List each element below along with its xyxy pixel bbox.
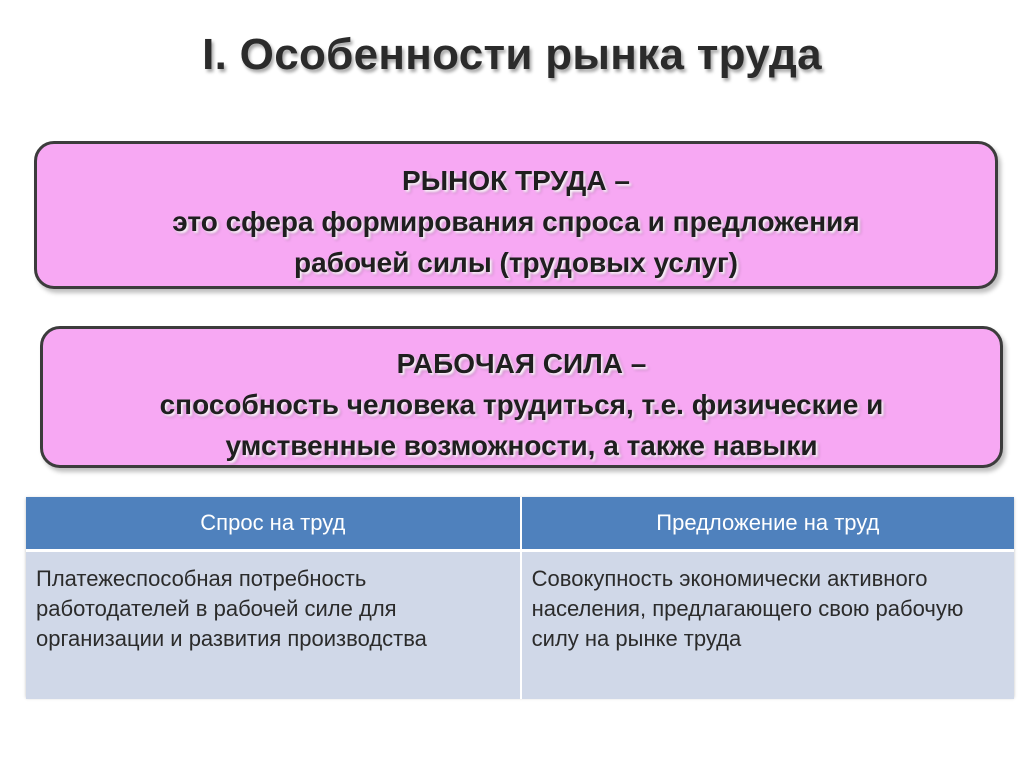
definition-heading: РАБОЧАЯ СИЛА – — [396, 348, 647, 379]
header-labor-supply: Предложение на труд — [521, 497, 1014, 551]
definition-box-labor-market — [34, 141, 998, 289]
comparison-table — [26, 497, 1014, 699]
slide-title: I. Особенности рынка труда — [202, 30, 822, 79]
cell-labor-demand: Платежеспособная потребность работодателей в рабочей силе для организации и развития производства — [26, 551, 521, 700]
definition-box-labor-force — [40, 326, 1003, 468]
table-row — [26, 551, 1014, 700]
definition-text-line: способность человека трудиться, т.е. физические и — [159, 389, 884, 420]
definition-heading: РЫНОК ТРУДА – — [402, 165, 630, 196]
cell-labor-supply: Совокупность экономически активного населения, предлагающего свою рабочую силу на рынке труда — [521, 551, 1014, 700]
definition-text-line: это сфера формирования спроса и предложения — [172, 206, 860, 237]
table-header-row — [26, 497, 1014, 551]
header-labor-demand: Спрос на труд — [26, 497, 521, 551]
definition-text-line: рабочей силы (трудовых услуг) — [294, 247, 738, 278]
definition-text-line: умственные возможности, а также навыки — [225, 430, 818, 461]
